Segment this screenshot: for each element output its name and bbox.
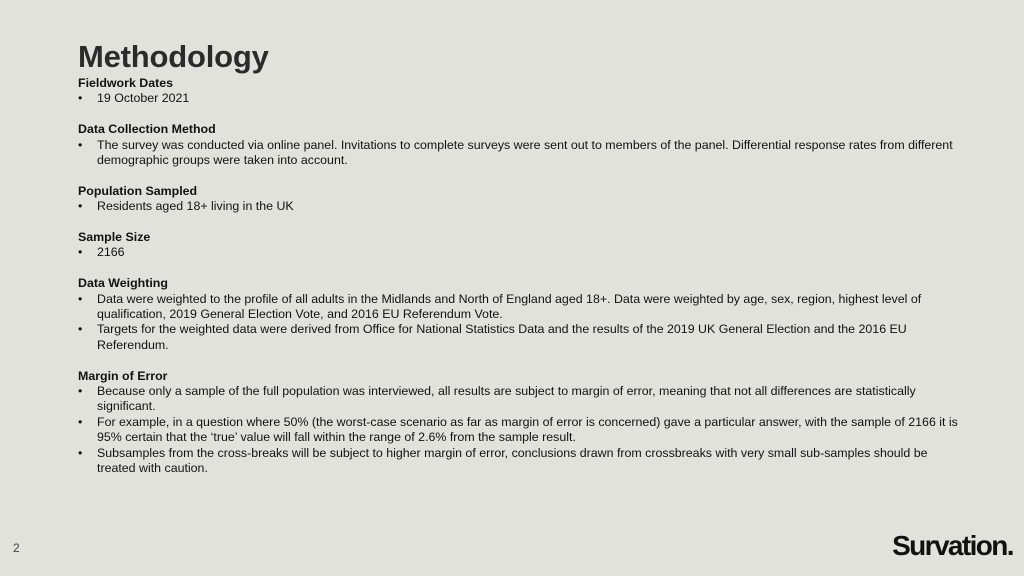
- section-heading: Data Collection Method: [78, 122, 216, 137]
- section-heading: Sample Size: [78, 230, 151, 245]
- bullet-item: • Residents aged 18+ living in the UK: [78, 199, 958, 214]
- section-heading: Margin of Error: [78, 368, 168, 383]
- bullet-item: • 19 October 2021: [78, 91, 958, 106]
- bullet-item: • Because only a sample of the full population was interviewed, all results are subject to margin of error, meaning that not all differences are statistically significant.: [78, 384, 958, 415]
- section-sample-size: [78, 230, 958, 261]
- section-population-sampled: [78, 184, 958, 215]
- section-fieldwork-dates: [78, 76, 958, 107]
- bullet-list: [78, 199, 958, 214]
- section-data-collection-method: [78, 122, 958, 168]
- bullet-item: • The survey was conducted via online panel. Invitations to complete surveys were sent out to members of the panel. Differential response rates from different demographic groups were taken into account.: [78, 138, 958, 169]
- page-number: 2: [13, 541, 20, 555]
- section-heading: Fieldwork Dates: [78, 76, 174, 90]
- bullet-item: • Targets for the weighted data were derived from Office for National Statistics Data and the results of the 2019 UK General Election and the 2016 EU Referendum.: [78, 322, 958, 353]
- methodology-content: [78, 76, 958, 492]
- bullet-item: • Data were weighted to the profile of all adults in the Midlands and North of England aged 18+. Data were weighted by age, sex, region, highest level of qualification, 2019 General Election Vote, and 2016 EU Referendum Vote.: [78, 292, 958, 323]
- bullet-item: • For example, in a question where 50% (the worst-case scenario as far as margin of error is concerned) gave a particular answer, with the sample of 2166 it is 95% certain that the ‘true’ value will fall within the range of 2.6% from the sample result.: [78, 415, 958, 446]
- bullet-list: [78, 91, 958, 106]
- page-title: Methodology: [78, 39, 269, 74]
- bullet-item: • Subsamples from the cross-breaks will be subject to higher margin of error, conclusions drawn from crossbreaks with very small sub-samples should be treated with caution.: [78, 446, 958, 477]
- section-margin-of-error: [78, 369, 958, 477]
- bullet-list: [78, 138, 958, 169]
- bullet-list: [78, 384, 958, 476]
- section-heading: Population Sampled: [78, 183, 198, 198]
- bullet-item: • 2166: [78, 245, 958, 260]
- bullet-list: [78, 245, 958, 260]
- section-heading: Data Weighting: [78, 276, 168, 291]
- survation-logo: Survation.: [892, 530, 1013, 561]
- bullet-list: [78, 292, 958, 354]
- section-data-weighting: [78, 276, 958, 353]
